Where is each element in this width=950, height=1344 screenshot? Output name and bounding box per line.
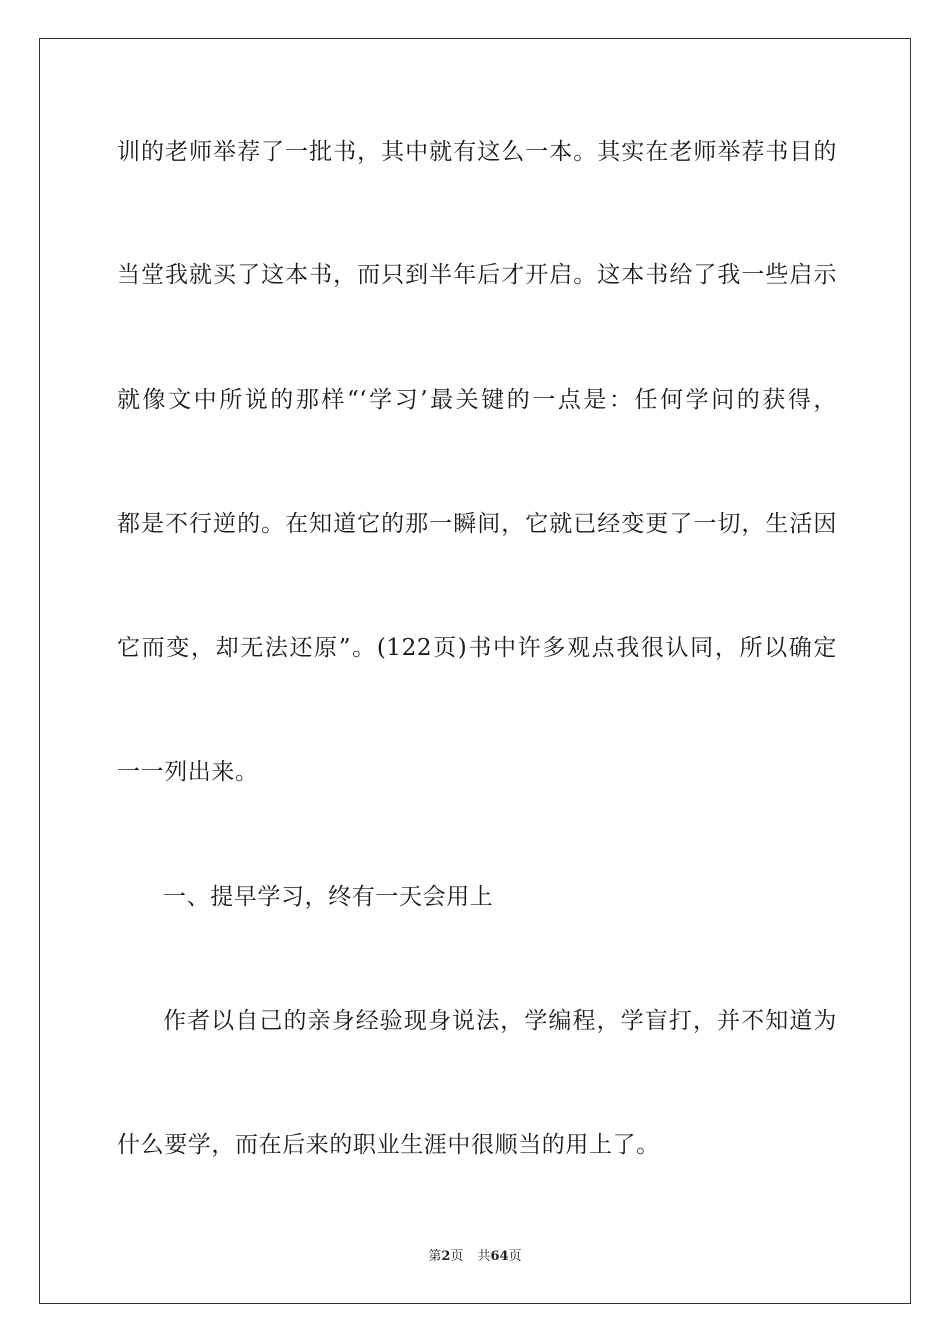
page-footer [0, 1248, 950, 1266]
body-text-line: 什么要学，而在后来的职业生涯中很顺当的用上了。 [117, 1132, 660, 1158]
body-text-line: 当堂我就买了这本书，而只到半年后才开启。这本书给了我一些启示 [117, 262, 837, 288]
total-prefix: 共 [477, 1249, 491, 1264]
body-text-line: 它而变，却无法还原”。(122页)书中许多观点我很认同，所以确定 [117, 635, 837, 661]
body-text-line: 一一列出来。 [117, 759, 259, 785]
page-border [39, 38, 911, 1304]
body-text-line: 训的老师举荐了一批书，其中就有这么一本。其实在老师举荐书目的 [117, 139, 837, 165]
section-heading: 一、提早学习，终有一天会用上 [163, 884, 494, 910]
body-text-line: 都是不行逆的。在知道它的那一瞬间，它就已经变更了一切，生活因 [117, 511, 837, 537]
page-prefix: 第 [428, 1249, 442, 1264]
total-suffix: 页 [508, 1249, 522, 1264]
page-number: 2 [441, 1249, 451, 1264]
body-text-line: 就像文中所说的那样“‘学习’最关键的一点是：任何学问的获得， [117, 387, 837, 413]
page-suffix: 页 [450, 1249, 464, 1264]
body-text-line: 作者以自己的亲身经验现身说法，学编程，学盲打，并不知道为 [163, 1008, 837, 1034]
total-pages: 64 [490, 1249, 509, 1264]
